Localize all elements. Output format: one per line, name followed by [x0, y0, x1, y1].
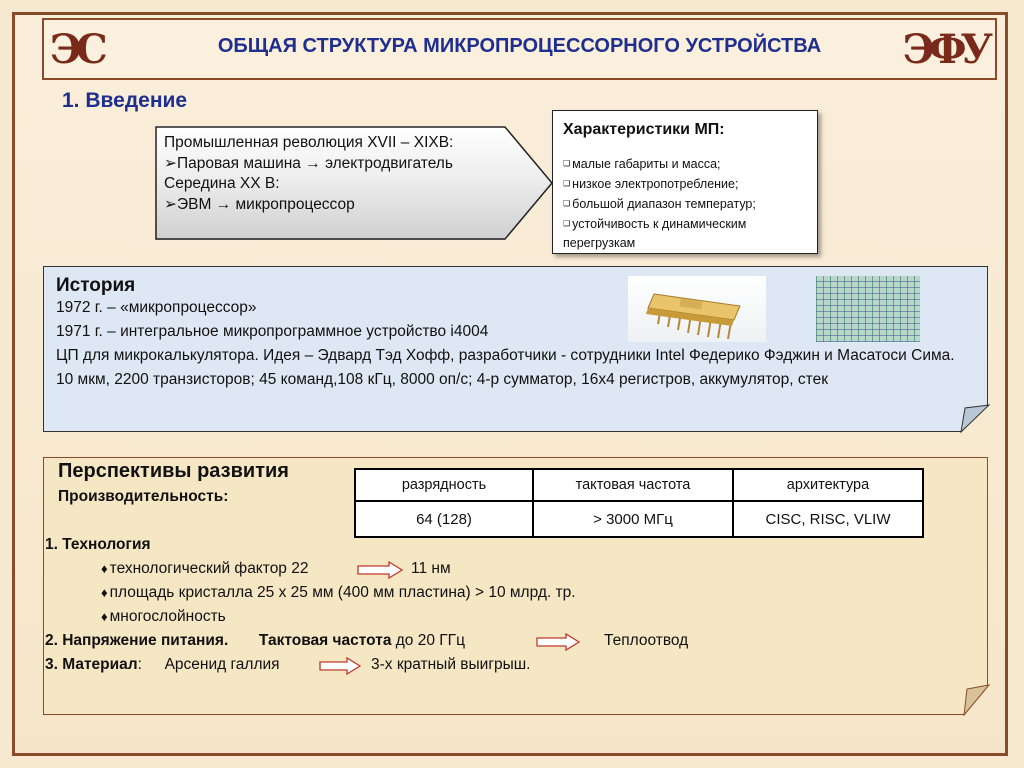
characteristics-item: ❑ низкое электропотребление; — [563, 174, 813, 194]
header-clock-frequency: тактовая частота — [533, 469, 733, 501]
multilayer-line: ♦ многослойность — [101, 608, 226, 625]
material-line: 3. Материал: Арсенид галлия — [45, 656, 280, 673]
microprocessor-text: микропроцессор — [235, 195, 355, 213]
history-content — [56, 274, 976, 392]
characteristics-item: ❑ большой диапазон температур; — [563, 194, 813, 214]
characteristics-item: ❑ устойчивость к динамическим перегрузкам — [563, 214, 813, 253]
page-title: ОБЩАЯ СТРУКТУРА МИКРОПРОЦЕССОРНОГО УСТРОЙСТВА — [217, 35, 822, 57]
table-row — [355, 501, 923, 537]
revolution-line-4 — [164, 195, 514, 216]
history-line: 1972 г. – «микропроцессор» — [56, 299, 257, 316]
history-line: 1971 г. – интегральное микропрограммное устройство i4004 — [56, 323, 489, 340]
crystal-area-line: ♦ площадь кристалла 25 х 25 мм (400 мм пластина) > 10 млрд. тр. — [101, 584, 576, 601]
right-arrow-icon — [319, 657, 361, 675]
clock-label: Тактовая частота — [258, 632, 392, 649]
right-arrow-icon — [536, 633, 580, 651]
cell-bit-width: 64 (128) — [355, 501, 533, 537]
bullet-arrow-icon: ➢ — [164, 195, 177, 213]
material-value: Арсенид галлия — [164, 656, 280, 673]
cell-clock-frequency: > 3000 МГц — [533, 501, 733, 537]
diamond-bullet-icon: ♦ — [101, 585, 108, 600]
heat-sink-text: Теплоотвод — [604, 632, 689, 649]
clock-value: до 20 ГГц — [395, 632, 465, 649]
right-arrow-icon — [357, 561, 403, 579]
right-arrow-icon: → — [305, 154, 321, 172]
revolution-line-1: Промышленная революция XVII – XIXВ: — [164, 134, 454, 151]
revolution-line-3: Середина XX В: — [164, 175, 280, 192]
characteristics-box — [552, 110, 818, 254]
intro-heading: 1. Введение — [62, 89, 188, 112]
voltage-label: 2. Напряжение питания. — [45, 632, 229, 649]
material-label: 3. Материал — [45, 656, 138, 673]
tech-factor-target: 11 нм — [411, 560, 451, 577]
electric-motor-text: электродвигатель — [325, 154, 453, 172]
revolution-text — [164, 133, 514, 215]
revolution-line-2 — [164, 154, 514, 175]
diamond-bullet-icon: ♦ — [101, 561, 108, 576]
steam-engine-text: Паровая машина — [177, 154, 301, 172]
perspectives-title: Перспективы развития — [58, 460, 289, 482]
technology-heading: 1. Технология — [45, 536, 151, 553]
cell-architecture: CISC, RISC, VLIW — [733, 501, 923, 537]
characteristics-item: ❑ малые габариты и масса; — [563, 154, 813, 174]
title-bar — [42, 18, 997, 80]
performance-subtitle: Производительность: — [58, 488, 229, 505]
history-line: 10 мкм, 2200 транзисторов; 45 команд,108 кГц, 8000 оп/с; 4-р сумматор, 16х4 регистров, аккумулятор, стек — [56, 371, 828, 388]
material-gain-text: 3-х кратный выигрыш. — [371, 656, 531, 673]
diamond-bullet-icon: ♦ — [101, 609, 108, 624]
computer-text: ЭВМ — [177, 195, 212, 213]
voltage-clock-line — [45, 631, 465, 651]
efu-logo: ЭФУ — [902, 26, 987, 73]
tech-factor-line: ♦ технологический фактор 22 — [101, 560, 309, 577]
bullet-arrow-icon: ➢ — [164, 154, 177, 172]
history-title: История — [56, 275, 136, 296]
history-line: ЦП для микрокалькулятора. Идея – Эдвард Тэд Хофф, разработчики - сотрудники Intel Федерико Фэджин и Масатоси Сима. — [56, 347, 955, 364]
header-bit-width: разрядность — [355, 469, 533, 501]
header-architecture: архитектура — [733, 469, 923, 501]
es-logo: ЭС — [50, 26, 102, 73]
performance-table — [354, 468, 924, 538]
characteristics-list — [563, 154, 813, 253]
table-header-row — [355, 469, 923, 501]
characteristics-title: Характеристики МП: — [563, 121, 725, 138]
right-arrow-icon: → — [215, 195, 232, 213]
